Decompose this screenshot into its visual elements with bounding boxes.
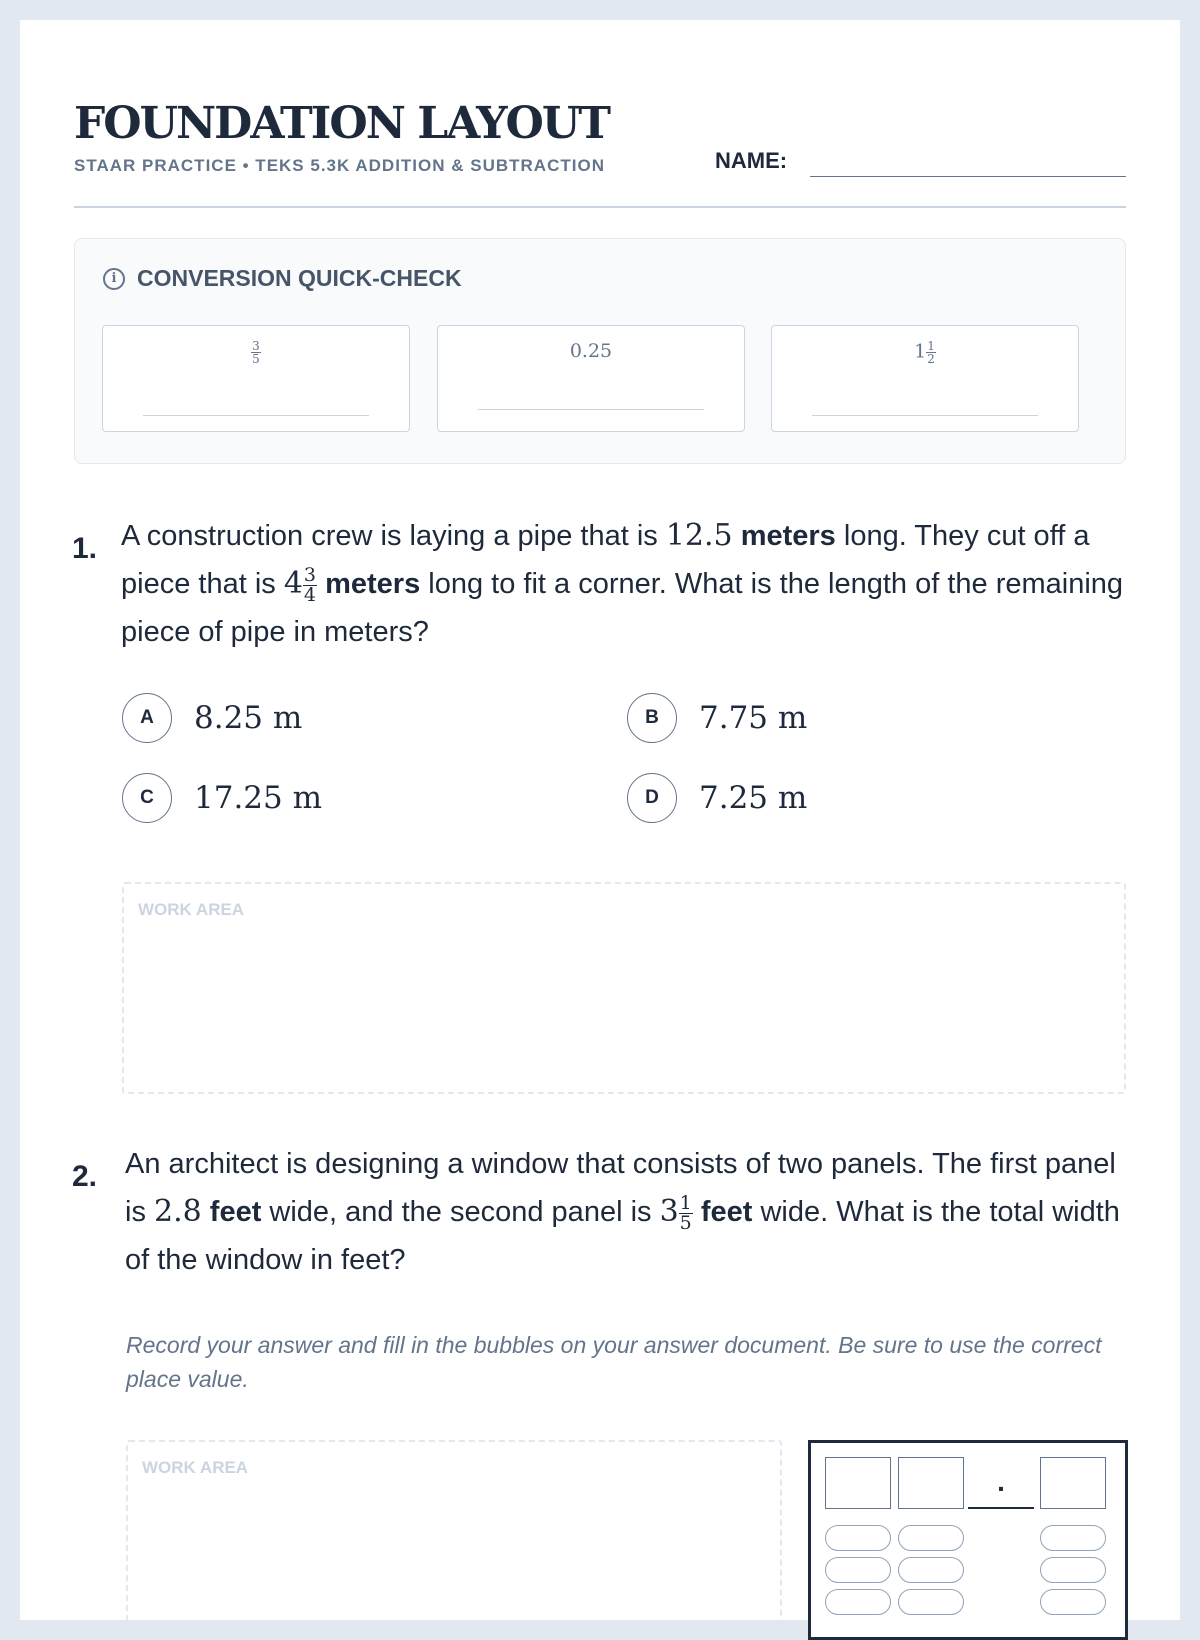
quick-check-box-1[interactable] — [102, 325, 410, 432]
page-title: FOUNDATION LAYOUT — [74, 98, 609, 149]
info-icon: i — [103, 268, 125, 290]
choice-b[interactable] — [627, 692, 807, 744]
grid-digit-box[interactable] — [898, 1457, 964, 1509]
quick-check-value: 0.25 — [569, 340, 613, 362]
work-area[interactable] — [126, 1440, 782, 1640]
worksheet-page — [20, 20, 1180, 1620]
choice-text: 7.75 m — [699, 700, 808, 736]
choice-text: 7.25 m — [699, 780, 808, 816]
grid-bubble[interactable] — [1040, 1557, 1106, 1583]
question-text: An architect is designing a window that consists of two panels. The first panel is 2.8 feet wide, and the second panel is 3 $\frac{1}{5}$ feet wide. What is the total width of the window in feet? — [125, 1148, 1120, 1276]
work-area-label: WORK AREA — [142, 1458, 249, 1477]
question-text: A construction crew is laying a pipe that is 12.5 meters long. They cut off a piece that is 4 $\frac{3}{4}$ meters long to fit a corner. What is the length of the remaining piece of pipe in meters? — [121, 518, 1124, 648]
answer-line[interactable] — [143, 415, 369, 416]
work-area-label: WORK AREA — [138, 900, 245, 919]
quick-check-box-2[interactable] — [437, 325, 745, 432]
quick-check-header — [103, 265, 462, 292]
grid-bubble[interactable] — [1040, 1589, 1106, 1615]
quick-check-title: CONVERSION QUICK-CHECK — [137, 265, 462, 291]
grid-decimal-point: . — [968, 1457, 1034, 1509]
choice-bubble[interactable]: D — [627, 773, 677, 823]
grid-bubble[interactable] — [898, 1525, 964, 1551]
grid-bubble[interactable] — [1040, 1525, 1106, 1551]
conversion-quick-check — [74, 238, 1126, 464]
grid-bubble[interactable] — [898, 1557, 964, 1583]
grid-bubble[interactable] — [825, 1589, 891, 1615]
answer-instruction: Record your answer and fill in the bubbles on your answer document. Be sure to use the correct place value. — [126, 1332, 1102, 1392]
fraction: $\frac{1}{5}$ — [679, 1191, 692, 1234]
question-number: 2. — [72, 1160, 98, 1193]
griddable-answer-grid — [808, 1440, 1128, 1640]
choice-bubble[interactable]: B — [627, 693, 677, 743]
grid-bubble[interactable] — [825, 1525, 891, 1551]
name-field[interactable] — [810, 176, 1126, 177]
choice-bubble[interactable]: A — [122, 693, 172, 743]
grid-bubble[interactable] — [825, 1557, 891, 1583]
quick-check-value: 1 $\frac{1}{2}$ — [914, 339, 935, 366]
grid-bubble[interactable] — [898, 1589, 964, 1615]
grid-digit-box[interactable] — [825, 1457, 891, 1509]
fraction: $\frac{1}{2}$ — [927, 339, 935, 366]
choice-c[interactable] — [122, 772, 322, 824]
page-subtitle: STAAR PRACTICE • TEKS 5.3K ADDITION & SUBTRACTION — [74, 156, 605, 175]
answer-line[interactable] — [478, 409, 704, 410]
choice-text: 8.25 m — [194, 700, 303, 736]
work-area[interactable] — [122, 882, 1126, 1094]
quick-check-value — [103, 340, 409, 365]
name-label: NAME: — [715, 148, 788, 173]
choice-text: 17.25 m — [194, 780, 322, 816]
choice-a[interactable] — [122, 692, 302, 744]
fraction: $\frac{3}{4}$ — [303, 563, 317, 606]
grid-digit-box[interactable] — [1040, 1457, 1106, 1509]
choice-d[interactable] — [627, 772, 807, 824]
fraction: $\frac{3}{5}$ — [252, 339, 260, 366]
answer-line[interactable] — [812, 415, 1038, 416]
worksheet-header — [74, 80, 1126, 208]
question-number: 1. — [72, 532, 98, 565]
choice-bubble[interactable]: C — [122, 773, 172, 823]
quick-check-box-3[interactable] — [771, 325, 1079, 432]
